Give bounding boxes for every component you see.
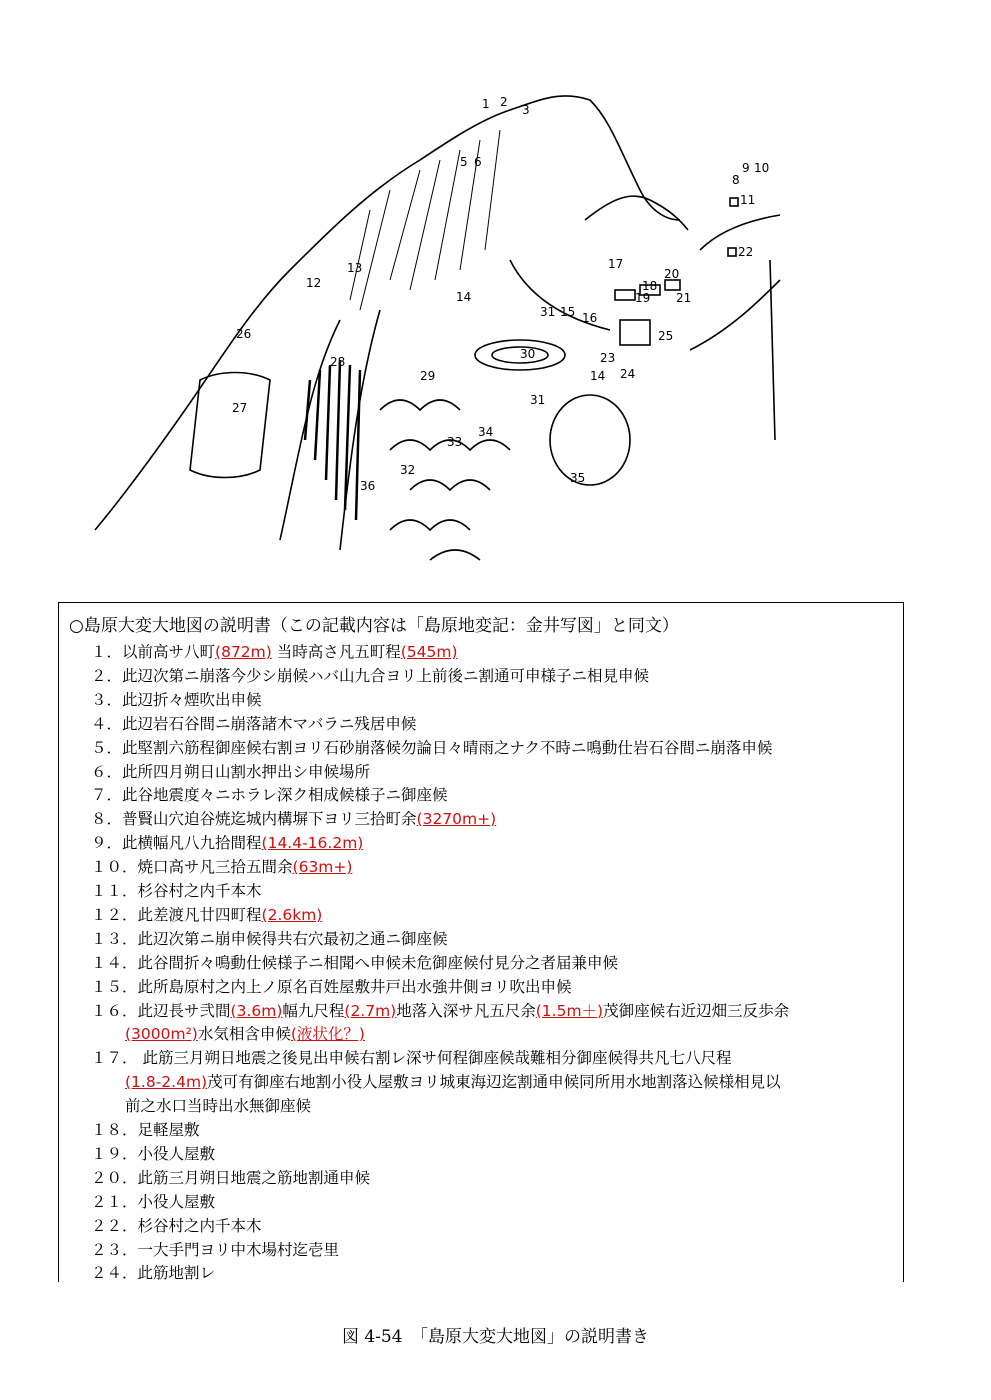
item-number: ７． [91, 786, 123, 805]
item-number: １． [91, 643, 123, 661]
item-text: 一大手門ヨリ中木場村迄壱里 [137, 1240, 340, 1259]
converted-value-annotation: (3000m²) [125, 1025, 198, 1044]
description-item [91, 1119, 200, 1142]
item-number: ２１． [91, 1192, 138, 1211]
label-1: 1 [482, 97, 490, 111]
converted-value-annotation: (63m+) [292, 858, 353, 877]
ridge-shoulder [585, 196, 688, 230]
item-text: 杉谷村之内千本木 [137, 882, 262, 900]
item-text: 当時高さ凡五町程 [271, 643, 401, 661]
description-item [91, 832, 363, 855]
label-25: 25 [658, 329, 674, 343]
item-text: 此堅割六筋程御座候右割ヨリ石砂崩落候勿論日々晴雨之ナク不時ニ鳴動仕岩石谷間ニ崩落申候 [122, 738, 773, 757]
landslide-flow [280, 310, 380, 550]
converted-value-annotation: (1.8-2.4m) [125, 1073, 208, 1092]
description-item [91, 1143, 215, 1166]
item-number: １０． [91, 858, 138, 877]
item-text: 此横幅凡八九拾間程 [122, 834, 262, 853]
item-number: １３． [91, 929, 138, 948]
item-text: 普賢山穴迫谷焼迄城内構塀下ヨリ三拾町余 [122, 810, 417, 829]
converted-value-annotation: (1.5m＋) [535, 1001, 604, 1020]
label-17: 17 [608, 257, 624, 271]
item-text: 此辺次第ニ崩申候得共右穴最初之通ニ御座候 [137, 929, 448, 948]
label-34: 34 [478, 425, 494, 439]
converted-value-annotation: (2.7m) [344, 1001, 397, 1020]
building-22 [728, 248, 736, 256]
label-15: 15 [560, 305, 576, 319]
left-area-outline [190, 373, 270, 478]
label-35: 35 [570, 471, 586, 485]
item-text: 此所島原村之内上ノ原名百姓屋敷井戸出水強井側ヨリ吹出申候 [137, 977, 572, 996]
label-20: 20 [664, 267, 680, 281]
item-text: 茂御座候右近辺畑三反歩余 [603, 1001, 790, 1020]
label-14: 14 [456, 290, 472, 304]
item-text: 此所四月朔日山割水押出シ申候場所 [122, 762, 371, 781]
label-24: 24 [620, 367, 636, 381]
item-text: 此辺折々煙吹出申候 [122, 690, 262, 709]
islet-mound [550, 395, 630, 485]
foothill-bumps [380, 400, 510, 560]
description-item [91, 1167, 370, 1190]
item-text: 此辺長サ弐間 [137, 1001, 231, 1020]
item-number: ２０． [91, 1168, 138, 1187]
compound-building [615, 290, 635, 300]
label-13: 13 [347, 261, 363, 275]
item-number: １７． [91, 1049, 138, 1068]
description-item [91, 976, 572, 999]
description-item [91, 689, 262, 712]
converted-value-annotation: (3270m+) [416, 810, 497, 829]
description-item [91, 784, 448, 807]
converted-value-annotation: (872m) [215, 643, 272, 661]
item-number: ６． [91, 762, 123, 781]
label-31: 31 [530, 393, 546, 407]
description-item [91, 665, 649, 688]
description-item [91, 904, 322, 927]
label-18: 18 [642, 279, 658, 293]
description-item [91, 952, 618, 975]
item-number: ２４． [91, 1264, 138, 1283]
description-item [91, 713, 416, 736]
description-item [91, 641, 458, 664]
item-number: １５． [91, 977, 138, 996]
label-11: 11 [740, 193, 756, 207]
item-number: １４． [91, 953, 138, 972]
item-number: ２． [91, 666, 123, 685]
label-14-dup: 14 [590, 369, 606, 383]
item-text: 茂可有御座右地割小役人屋敷ヨリ城東海辺迄割通申候同所用水地割落込候様相見以 [207, 1073, 781, 1092]
converted-value-annotation: (3.6m) [230, 1001, 283, 1020]
label-3: 3 [522, 103, 530, 117]
label-6: 6 [474, 155, 482, 169]
description-item [91, 737, 772, 760]
item-text: 水気相含申候 [197, 1025, 291, 1044]
description-item [91, 880, 262, 903]
item-text: 此辺次第ニ崩落今少シ崩候ハバ山九合ヨリ上前後ニ割通可申様子ニ相見申候 [122, 666, 650, 685]
label-5: 5 [460, 155, 468, 169]
description-item [91, 1047, 731, 1070]
description-item [91, 928, 448, 951]
description-item [91, 761, 370, 784]
description-item [91, 1262, 215, 1285]
item-number: ２２． [91, 1216, 138, 1235]
building-11 [730, 198, 738, 206]
item-text: 此筋三月朔日地震之後見出申候右割レ深サ何程御座候哉難相分御座候得共凡七八尺程 [137, 1049, 732, 1068]
description-item [91, 1239, 339, 1262]
converted-value-annotation: (2.6km) [261, 905, 323, 924]
castle-keep [620, 320, 650, 345]
item-text: 幅九尺程 [282, 1001, 345, 1020]
figure-caption: 図 4-54 「島原大変大地図」の説明書き [341, 1327, 650, 1347]
label-28: 28 [330, 355, 346, 369]
label-36: 36 [360, 479, 376, 493]
label-27: 27 [232, 401, 248, 415]
item-number: ２３． [91, 1240, 138, 1259]
item-text: 此筋地割レ [137, 1264, 216, 1283]
description-item [91, 1000, 789, 1023]
description-item [125, 1023, 365, 1046]
description-title: ○島原大変大地図の説明書（この記載内容は「島原地変記：金井写図」と同文） [69, 616, 679, 636]
label-33: 33 [447, 435, 463, 449]
item-number: １１． [91, 882, 138, 900]
label-31-dup: 31 [540, 305, 556, 319]
label-16: 16 [582, 311, 598, 325]
description-item [91, 808, 496, 831]
label-19: 19 [635, 291, 651, 305]
item-number: １９． [91, 1144, 138, 1163]
label-32: 32 [400, 463, 416, 477]
label-8: 8 [732, 173, 740, 187]
converted-value-annotation: (545m) [400, 643, 458, 661]
landscape-sketch-map [90, 80, 810, 580]
item-text: 杉谷村之内千本木 [137, 1216, 262, 1235]
item-text: 此谷間折々鳴動仕候様子ニ相聞へ申候未危御座候付見分之者届兼申候 [137, 953, 619, 972]
item-text: 此差渡凡廿四町程 [137, 905, 262, 924]
item-number: １６． [91, 1001, 138, 1020]
description-item [91, 1215, 262, 1238]
description-item [91, 856, 352, 879]
map-number-labels [232, 95, 769, 493]
label-2: 2 [500, 95, 508, 109]
item-text: 足軽屋敷 [137, 1121, 200, 1139]
label-10: 10 [754, 161, 770, 175]
converted-value-annotation: (液状化？) [290, 1025, 365, 1044]
item-text: 此谷地震度々ニホラレ深ク相成候様子ニ御座候 [122, 786, 448, 805]
item-number: ４． [91, 714, 123, 733]
item-number: ８． [91, 810, 123, 829]
description-item [91, 1191, 215, 1214]
item-text: 小役人屋敷 [137, 1192, 216, 1211]
compound-building-3 [665, 280, 680, 290]
item-text: 前之水口当時出水無御座候 [125, 1097, 312, 1116]
label-30: 30 [520, 347, 536, 361]
item-text: 此辺岩石谷間ニ崩落諸木マバラニ残居申候 [122, 714, 417, 733]
label-21: 21 [676, 291, 692, 305]
item-text: 焼口高サ凡三拾五間余 [137, 858, 293, 877]
item-text: 此筋三月朔日地震之筋地割通申候 [137, 1168, 371, 1187]
item-number: １８． [91, 1121, 138, 1139]
description-item [125, 1095, 311, 1118]
item-text: 以前高サ八町 [122, 643, 216, 661]
description-box [58, 602, 904, 1282]
item-number: ３． [91, 690, 123, 709]
item-number: ９． [91, 834, 123, 853]
description-item [125, 1071, 781, 1094]
item-number: ５． [91, 738, 123, 757]
label-9: 9 [742, 161, 750, 175]
item-text: 地落入深サ凡五尺余 [396, 1001, 536, 1020]
item-text: 小役人屋敷 [137, 1144, 216, 1163]
landslide-hatching [305, 360, 360, 520]
item-number: １２． [91, 905, 138, 924]
label-12: 12 [306, 276, 322, 290]
label-23: 23 [600, 351, 616, 365]
label-29: 29 [420, 369, 436, 383]
label-22: 22 [738, 245, 754, 259]
converted-value-annotation: (14.4-16.2m) [261, 834, 364, 853]
label-26: 26 [236, 327, 252, 341]
